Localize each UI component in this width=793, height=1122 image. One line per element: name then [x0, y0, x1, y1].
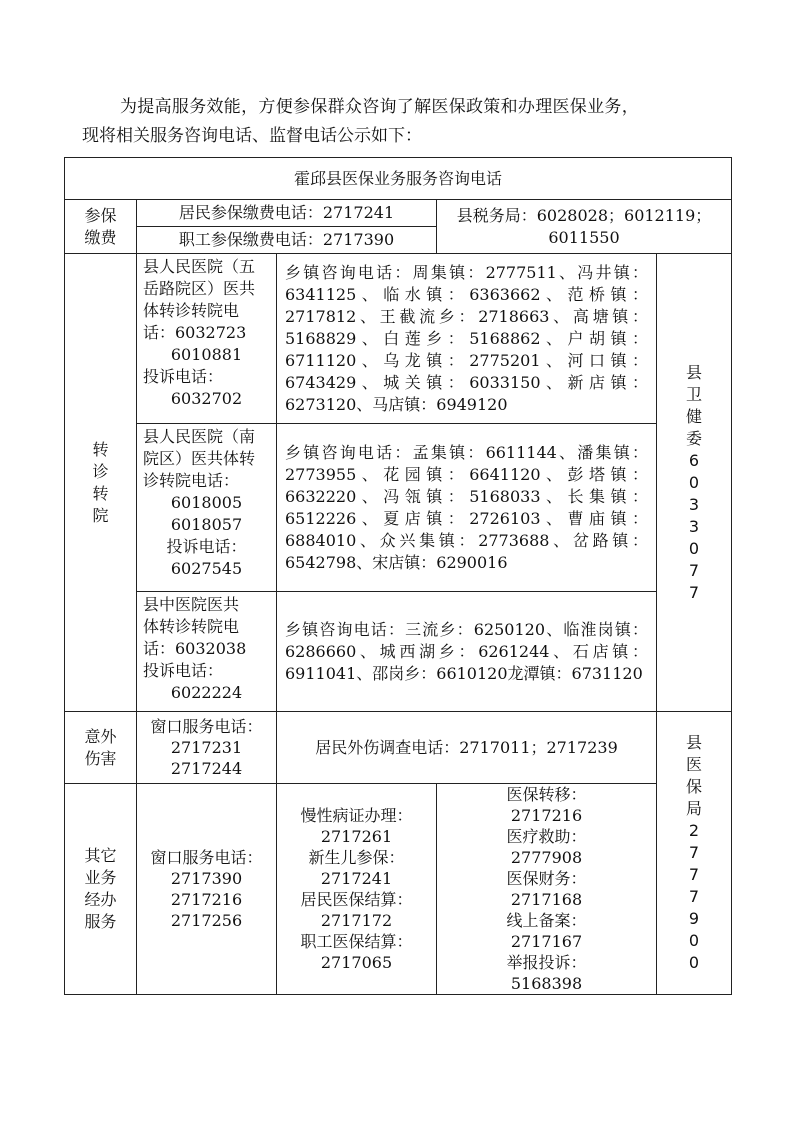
town-phones-2: 乡镇咨询电话：孟集镇：6611144、潘集镇：2773955、花园镇：6641120、彭塔镇：6632220、冯瓴镇：5168033、长集镇：6512226、夏店镇：2726103、曹庙镇：6884010、众兴集镇：2773688、岔路镇：6542798、宋店镇：6290016: [277, 424, 657, 592]
other-middle-phones: 慢性病证办理： 2717261 新生儿参保： 2717241 居民医保结算： 2717172 职工医保结算： 2717065: [277, 784, 437, 995]
town-phones-3: 乡镇咨询电话：三流乡：6250120、临淮岗镇：6286660、城西湖乡：6261244、石店镇：6911041、邵岗乡：6610120龙潭镇：6731120: [277, 592, 657, 712]
other-right-phones: 医保转移： 2717216 医疗救助： 2777908 医保财务： 2717168 线上备案： 2717167 举报投诉： 5168398: [437, 784, 657, 995]
accident-window-phones: 窗口服务电话： 2717231 2717244: [137, 712, 277, 784]
health-commission-phone: 县 卫 健 委 6 0 3 3 0 7 7: [657, 254, 732, 712]
town-phones-1: 乡镇咨询电话：周集镇：2777511、冯井镇：6341125、临水镇：6363662、范桥镇：2717812、王截流乡：2718663、高塘镇：5168829、白莲乡：5168862、户胡镇：6711120、乌龙镇：2775201、河口镇：6743429、城关镇：6033150、新店镇：6273120、马店镇：6949120: [277, 254, 657, 424]
tax-bureau-phones: 县税务局：6028028；6012119； 6011550: [437, 200, 732, 254]
accident-label: 意外 伤害: [65, 712, 137, 784]
intro-text: [82, 93, 722, 151]
worker-payment-phone: 职工参保缴费电话：2717390: [137, 227, 437, 254]
intro-line-1: 为提高服务效能，方便参保群众咨询了解医保政策和办理医保业务，: [120, 97, 639, 117]
resident-payment-phone: 居民参保缴费电话：2717241: [137, 200, 437, 227]
hospital-cell-2: 县人民医院（南 院区）医共体转 诊转院电话： 6018005 6018057 投诉电话： 6027545: [137, 424, 277, 592]
insurance-label: 参保 缴费: [65, 200, 137, 254]
hospital-cell-3: 县中医院医共 体转诊转院电 话：6032038 投诉电话： 6022224: [137, 592, 277, 712]
injury-survey-phone: 居民外伤调查电话：2717011；2717239: [277, 712, 657, 784]
intro-line-2: 现将相关服务咨询电话、监督电话公示如下：: [82, 126, 422, 146]
service-phone-table: [64, 157, 732, 995]
medical-insurance-bureau-phone: 县 医 保 局 2 7 7 7 9 0 0: [657, 712, 732, 995]
other-services-label: 其它 业务 经办 服务: [65, 784, 137, 995]
hospital-cell-1: 县人民医院（五 岳路院区）医共 体转诊转院电 话：6032723 6010881 投诉电话： 6032702: [137, 254, 277, 424]
transfer-label: 转 诊 转 院: [65, 254, 137, 712]
table-title: 霍邱县医保业务服务咨询电话: [65, 158, 732, 200]
other-window-phones: 窗口服务电话： 2717390 2717216 2717256: [137, 784, 277, 995]
